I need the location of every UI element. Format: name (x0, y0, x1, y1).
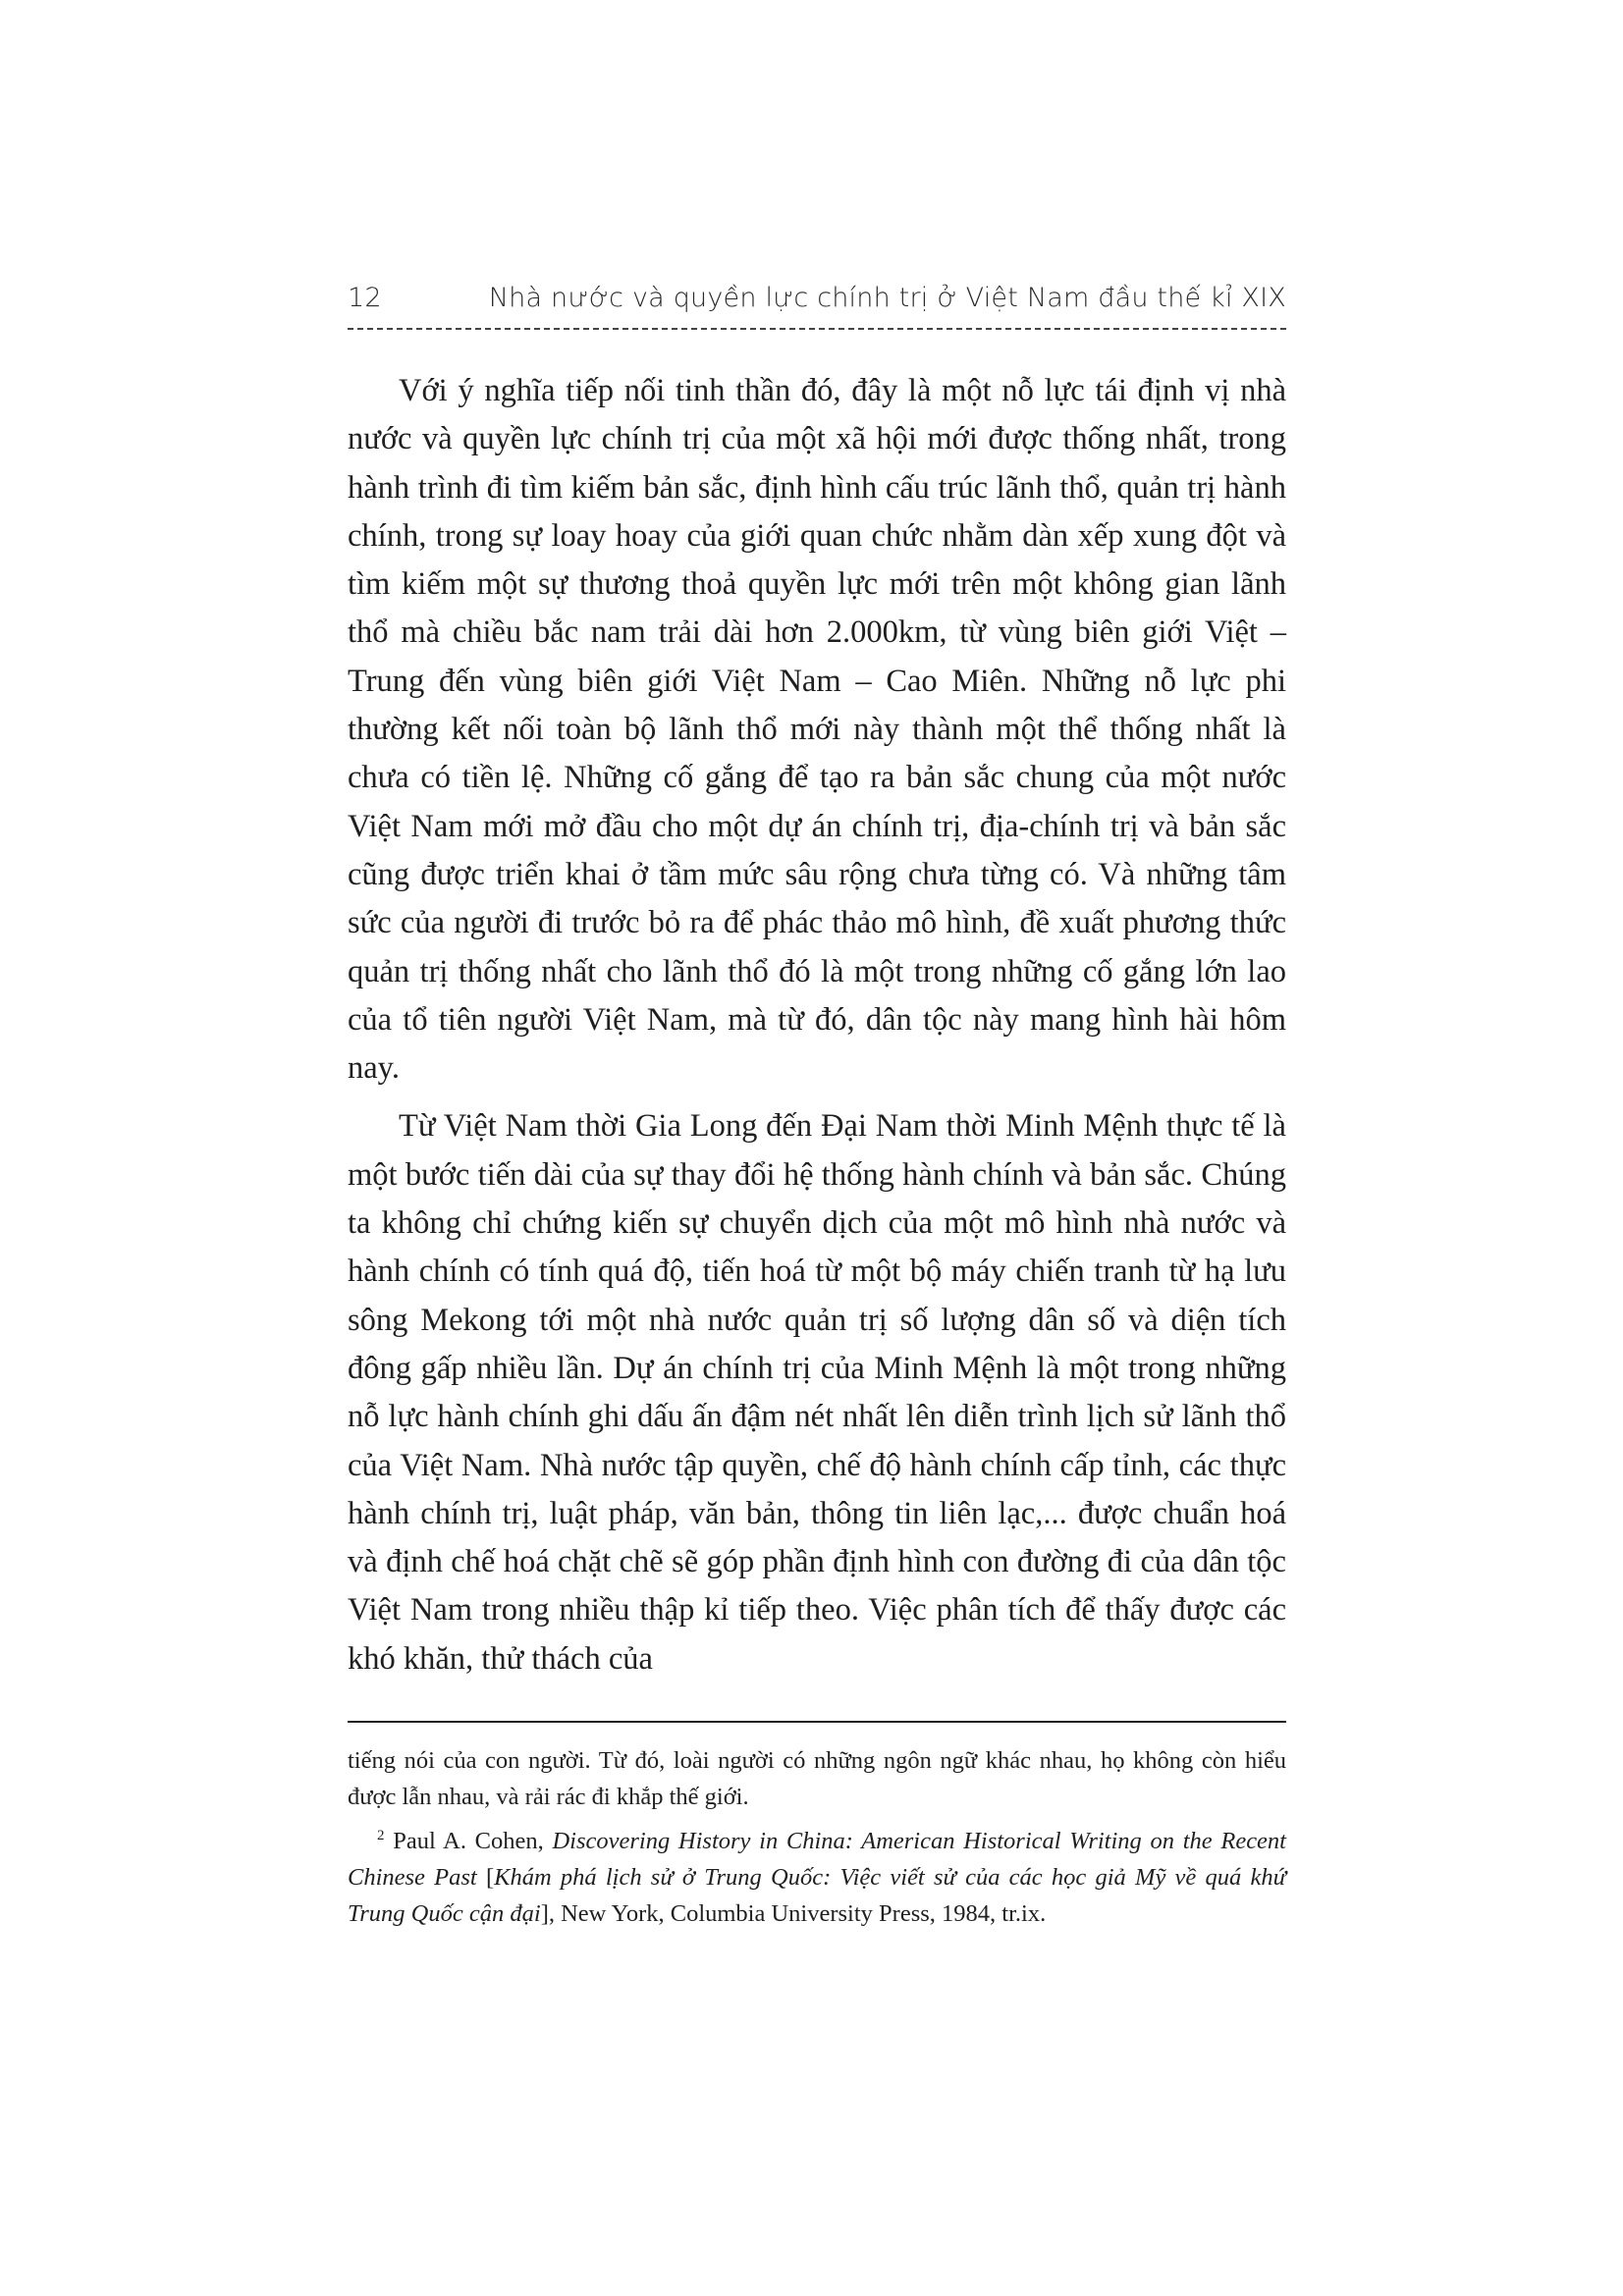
footnote-2 (348, 1823, 1286, 1932)
running-header (348, 275, 1286, 318)
main-text (348, 367, 1286, 1683)
footnote-continued: tiếng nói của con người. Từ đó, loài người có những ngôn ngữ khác nhau, họ không còn hiểu được lẫn nhau, và rải rác đi khắp thế giới. (348, 1747, 1286, 1811)
paragraph: Với ý nghĩa tiếp nối tinh thần đó, đây là một nỗ lực tái định vị nhà nước và quyền lực chính trị của một xã hội mới được thống nhất, trong hành trình đi tìm kiếm bản sắc, định hình cấu trúc lãnh thổ, quản trị hành chính, trong sự loay hoay của giới quan chức nhằm dàn xếp xung đột và tìm kiếm một sự thương thoả quyền lực mới trên một không gian lãnh thổ mà chiều bắc nam trải dài hơn 2.000km, từ vùng biên giới Việt – Trung đến vùng biên giới Việt Nam – Cao Miên. Những nỗ lực phi thường kết nối toàn bộ lãnh thổ mới này thành một thể thống nhất là chưa có tiền lệ. Những cố gắng để tạo ra bản sắc chung của một nước Việt Nam mới mở đầu cho một dự án chính trị, địa-chính trị và bản sắc cũng được triển khai ở tầm mức sâu rộng chưa từng có. Và những tâm sức của người đi trước bỏ ra để phác thảo mô hình, đề xuất phương thức quản trị thống nhất cho lãnh thổ đó là một trong những cố gắng lớn lao của tổ tiên người Việt Nam, mà từ đó, dân tộc này mang hình hài hôm nay. (348, 373, 1286, 1087)
footnote-publication: ], New York, Columbia University Press, 1984, tr.ix. (540, 1900, 1047, 1928)
page-number: 12 (348, 283, 382, 313)
paragraph: Từ Việt Nam thời Gia Long đến Đại Nam thời Minh Mệnh thực tế là một bước tiến dài của sự thay đổi hệ thống hành chính và bản sắc. Chúng ta không chỉ chứng kiến sự chuyển dịch của một mô hình nhà nước và hành chính có tính quá độ, tiến hoá từ một bộ máy chiến tranh từ hạ lưu sông Mekong tới một nhà nước quản trị số lượng dân số và diện tích đông gấp nhiều lần. Dự án chính trị của Minh Mệnh là một trong những nỗ lực hành chính ghi dấu ấn đậm nét nhất lên diễn trình lịch sử lãnh thổ của Việt Nam. Nhà nước tập quyền, chế độ hành chính cấp tỉnh, các thực hành chính trị, luật pháp, văn bản, thông tin liên lạc,... được chuẩn hoá và định chế hoá chặt chẽ sẽ góp phần định hình con đường đi của dân tộc Việt Nam trong nhiều thập kỉ tiếp theo. Việc phân tích để thấy được các khó khăn, thử thách của (348, 1108, 1286, 1677)
footnote-marker: 2 (377, 1827, 385, 1843)
running-head-title: Nhà nước và quyền lực chính trị ở Việt Nam đầu thế kỉ XIX (488, 283, 1286, 313)
footnote-bracket: [ (476, 1864, 495, 1892)
footnote-title-english: Discovering History in China: American Historical Writing on the Recent Chinese Past (348, 1828, 1286, 1892)
header-dashed-rule (348, 328, 1286, 330)
footnote-author: Paul A. Cohen, (393, 1828, 553, 1855)
footnote-title-vietnamese: Khám phá lịch sử ở Trung Quốc: Việc viết sử của các học giả Mỹ về quá khứ Trung Quốc cận đại (348, 1864, 1286, 1928)
footnotes (348, 1742, 1286, 1932)
book-page (348, 275, 1286, 1932)
footnote-separator (348, 1721, 1286, 1723)
